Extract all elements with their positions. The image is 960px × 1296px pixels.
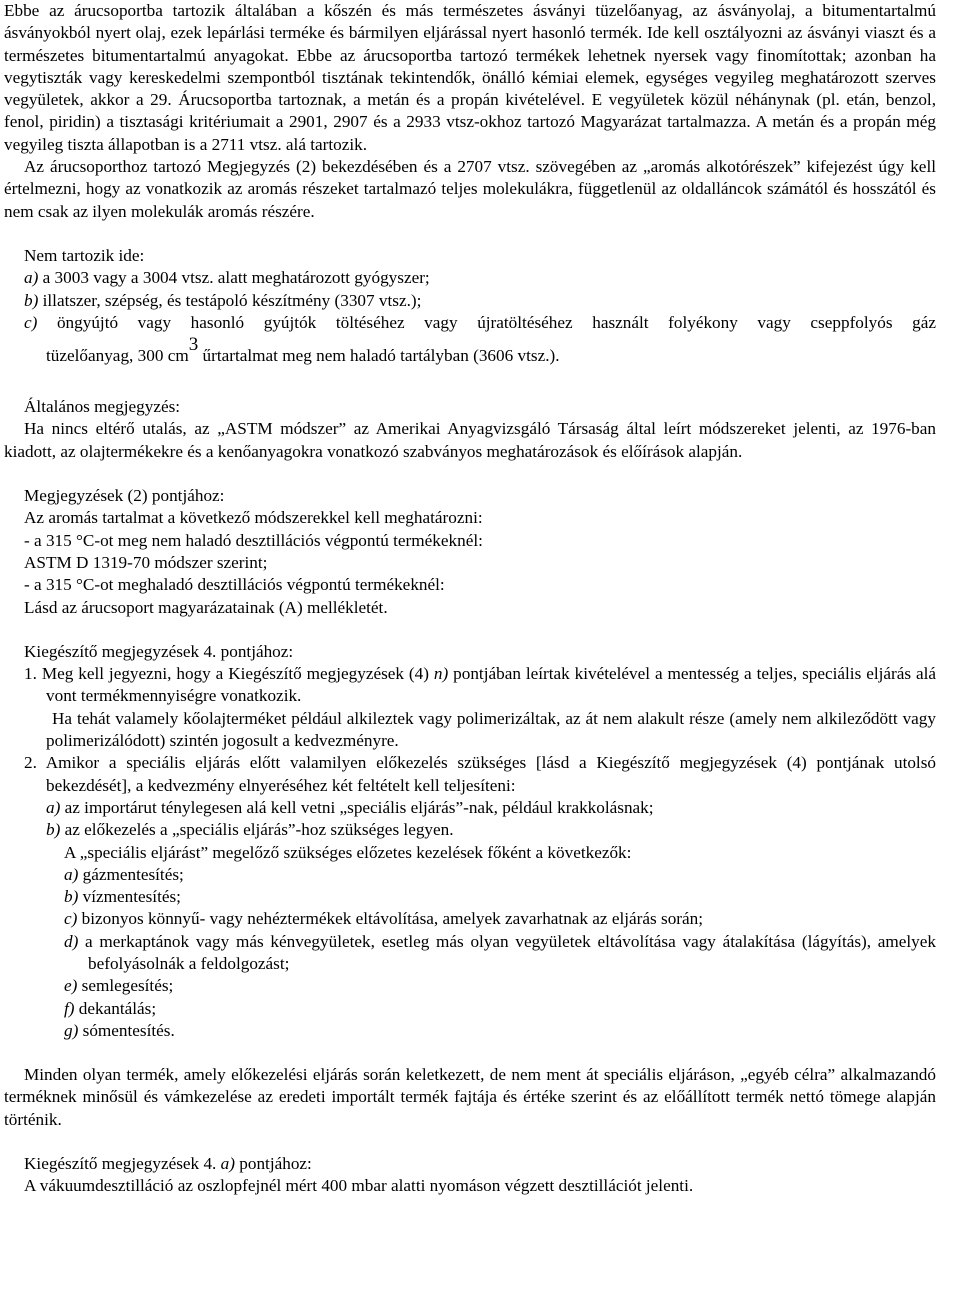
condition-b-text: az előkezelés a „speciális eljárás”-hoz szükséges legyen. — [60, 820, 454, 840]
general-note-section — [4, 396, 936, 463]
general-note-heading: Általános megjegyzés: — [24, 397, 181, 417]
exclusion-item-c — [4, 312, 936, 334]
pretreatment-item — [4, 864, 936, 886]
note2-heading: Megjegyzések (2) pontjához: — [24, 486, 225, 506]
item-1-text: Meg kell jegyezni, hogy a Kiegészítő megjegyzések (4) — [41, 664, 434, 684]
pretreatment-text: a merkaptánok vagy más kénvegyületek, esetleg más olyan vegyületek eltávolítása vagy átalakítása (lágyítás), amelyek befolyásolnák a feldolgozást; — [78, 931, 936, 973]
pretreatment-text: bizonyos könnyű- vagy nehéztermékek eltávolítása, amelyek zavarhatnak az eljárás során; — [77, 909, 704, 929]
spacer — [4, 619, 936, 641]
supp4-item-1 — [4, 663, 936, 708]
item-1-text-3: Ha tehát valamely kőolajterméket például alkileztek vagy polimerizáltak, az át nem alakult része (amely nem alkileződött vagy polimerizálódott) szintén jogosult a kedvezményre. — [46, 708, 936, 751]
exclusion-item-a — [4, 267, 936, 289]
item-1-marker: n) — [433, 664, 449, 684]
item-2-text: Amikor a speciális eljárás előtt valamilyen előkezelés szükséges [lásd a Kiegészítő megjegyzések (4) pontjának utolsó bekezdését], a kedvezmény elnyeréséhez két feltételt kell teljesíteni: — [45, 753, 936, 795]
exclusion-item-b — [4, 290, 936, 312]
spacer — [4, 1131, 936, 1153]
note2-section — [4, 485, 936, 619]
pretreatment-text: dekantálás; — [74, 998, 157, 1018]
exclusion-b-text: illatszer, szépség, és testápoló készítmény (3307 vtsz.); — [38, 290, 422, 310]
supp4a-heading-marker: a) — [220, 1154, 235, 1174]
note2-line: - a 315 °C-ot meghaladó desztillációs végpontú termékeknél: — [24, 575, 445, 595]
exclusion-c-marker: c) — [24, 312, 38, 332]
supp4-item-1-continued — [4, 708, 936, 753]
exclusion-a-text: a 3003 vagy a 3004 vtsz. alatt meghatározott gyógyszer; — [38, 268, 430, 288]
exclusion-c-text-2: tüzelőanyag, 300 cm — [46, 346, 189, 366]
supp4a-heading-text-2: pontjához: — [234, 1154, 312, 1174]
pretreatment-marker: b) — [64, 887, 79, 907]
pretreatment-item — [4, 998, 936, 1020]
exclusions-section — [4, 245, 936, 374]
pretreatment-item — [4, 908, 936, 930]
aromatic-text: Az árucsoporthoz tartozó Megjegyzés (2) bekezdésében és a 2707 vtsz. szövegében az „aromás alkotórészek” kifejezést úgy kell értelmezni, hogy az vonatkozik az aromás részeket tartalmazó teljes molekulákra, függetlenül az oldalláncok számától és hosszától és nem csak az ilyen molekulák aromás részére. — [4, 157, 936, 221]
pretreatment-text: vízmentesítés; — [78, 887, 181, 907]
item-number: 2. — [24, 753, 37, 773]
general-note-text — [4, 418, 936, 463]
pretreatment-list — [4, 864, 936, 1042]
supp4a-section — [4, 1153, 936, 1198]
pretreatment-item — [4, 1020, 936, 1042]
exclusions-heading: Nem tartozik ide: — [24, 245, 145, 265]
pretreatment-marker: e) — [64, 976, 78, 996]
exclusion-c-text: öngyújtó vagy hasonló gyújtók töltéséhez vagy újratöltéséhez használt folyékony vagy cseppfolyós gáz — [37, 312, 936, 332]
supp4a-heading — [4, 1153, 936, 1175]
supplementary-notes-section — [4, 641, 936, 1042]
aromatic-paragraph — [4, 156, 936, 223]
pretreatment-marker: g) — [64, 1020, 79, 1040]
spacer — [4, 374, 936, 396]
pretreatment-text: gázmentesítés; — [78, 864, 184, 884]
spacer — [4, 223, 936, 245]
pretreatment-marker: d) — [64, 931, 79, 951]
note2-line: Lásd az árucsoport magyarázatainak (A) mellékletét. — [24, 597, 388, 617]
general-note-body: Ha nincs eltérő utalás, az „ASTM módszer” az Amerikai Anyagvizsgáló Társaság által leírt módszereket jelenti, az 1976-ban kiadott, az olajtermékekre és a kenőanyagokra vonatkozó szabványos meghatározások és előírások alapján. — [4, 419, 936, 461]
condition-a-marker: a) — [46, 797, 61, 817]
supp4a-text: A vákuumdesztilláció az oszlopfejnél mért 400 mbar alatti nyomáson végzett desztillációt jelenti. — [24, 1176, 694, 1196]
item-1-text-2: pontjában leírtak kivételével a mentesség a teljes, speciális eljárás alá vont termékmennyiségre vonatkozik. — [46, 664, 936, 706]
note2-line: ASTM D 1319-70 módszer szerint; — [24, 552, 268, 572]
exclusion-a-marker: a) — [24, 268, 39, 288]
condition-b — [4, 819, 936, 841]
note2-line: Az aromás tartalmat a következő módszerekkel kell meghatározni: — [24, 508, 483, 528]
intro-paragraph: Ebbe az árucsoportba tartozik általában a kőszén és más természetes ásványi tüzelőanyag, az ásványolaj, a bitumentartalmú ásványokból nyert olaj, ezek lepárlási terméke és bármilyen eljárással nyert hasonló termék. Ide kell osztályozni az ásványi viaszt és a természetes bitumentartalmú anyagokat. Ebbe az árucsoportba tartozó termékek lehetnek nyersek vagy finomítottak; azonban ha vegytiszták vagy kereskedelmi szempontból tisztának tekintendők, önálló kémiai elemek, egységes vegyileg meghatározott szerves vegyületek, akkor a 29. Árucsoportba tartoznak, a metán és a propán kivételével. E vegyületek közül néhánynak (pl. etán, benzol, fenol, piridin) a tisztasági kritériumait a 2901, 2907 és a 2933 vtsz-okhoz tartozó Magyarázat tartalmazza. A metán és a propán még vegyileg tiszta állapotban is a 2711 vtsz. alá tartozik. — [4, 1, 936, 154]
exclusion-c-text-3: űrtartalmat meg nem haladó tartályban (3606 vtsz.). — [198, 346, 560, 366]
condition-a — [4, 797, 936, 819]
supp4-item-2 — [4, 752, 936, 797]
pretreatment-heading: A „speciális eljárást” megelőző szükséges előzetes kezelések főként a következők: — [64, 842, 632, 862]
spacer — [4, 1042, 936, 1064]
pretreatment-marker: c) — [64, 909, 78, 929]
pretreatment-marker: a) — [64, 864, 79, 884]
closing-paragraph — [4, 1064, 936, 1131]
exclusion-item-c-continued — [4, 334, 936, 374]
condition-b-marker: b) — [46, 820, 61, 840]
pretreatment-text: semlegesítés; — [77, 976, 174, 996]
exclusion-b-marker: b) — [24, 290, 39, 310]
supp4a-heading-text: Kiegészítő megjegyzések 4. — [24, 1154, 221, 1174]
item-number: 1. — [24, 664, 37, 684]
cubic-superscript: 3 — [188, 334, 199, 356]
spacer — [4, 463, 936, 485]
note2-line: - a 315 °C-ot meg nem haladó desztillációs végpontú termékeknél: — [24, 530, 483, 550]
pretreatment-marker: f) — [64, 998, 75, 1018]
supp4-heading: Kiegészítő megjegyzések 4. pontjához: — [24, 641, 294, 661]
pretreatment-item — [4, 931, 936, 976]
pretreatment-text: sómentesítés. — [78, 1020, 175, 1040]
pretreatment-item — [4, 886, 936, 908]
condition-a-text: az importárut ténylegesen alá kell vetni „speciális eljárás”-nak, például krakkolásnak; — [60, 797, 654, 817]
closing-text: Minden olyan termék, amely előkezelési eljárás során keletkezett, de nem ment át speciális eljáráson, „egyéb célra” alkalmazandó terméknek minősül és vámkezelése az eredeti importált termék fajtája és értéke szerint és az előállított termék nettó tömege alapján történik. — [4, 1065, 936, 1129]
pretreatment-item — [4, 975, 936, 997]
